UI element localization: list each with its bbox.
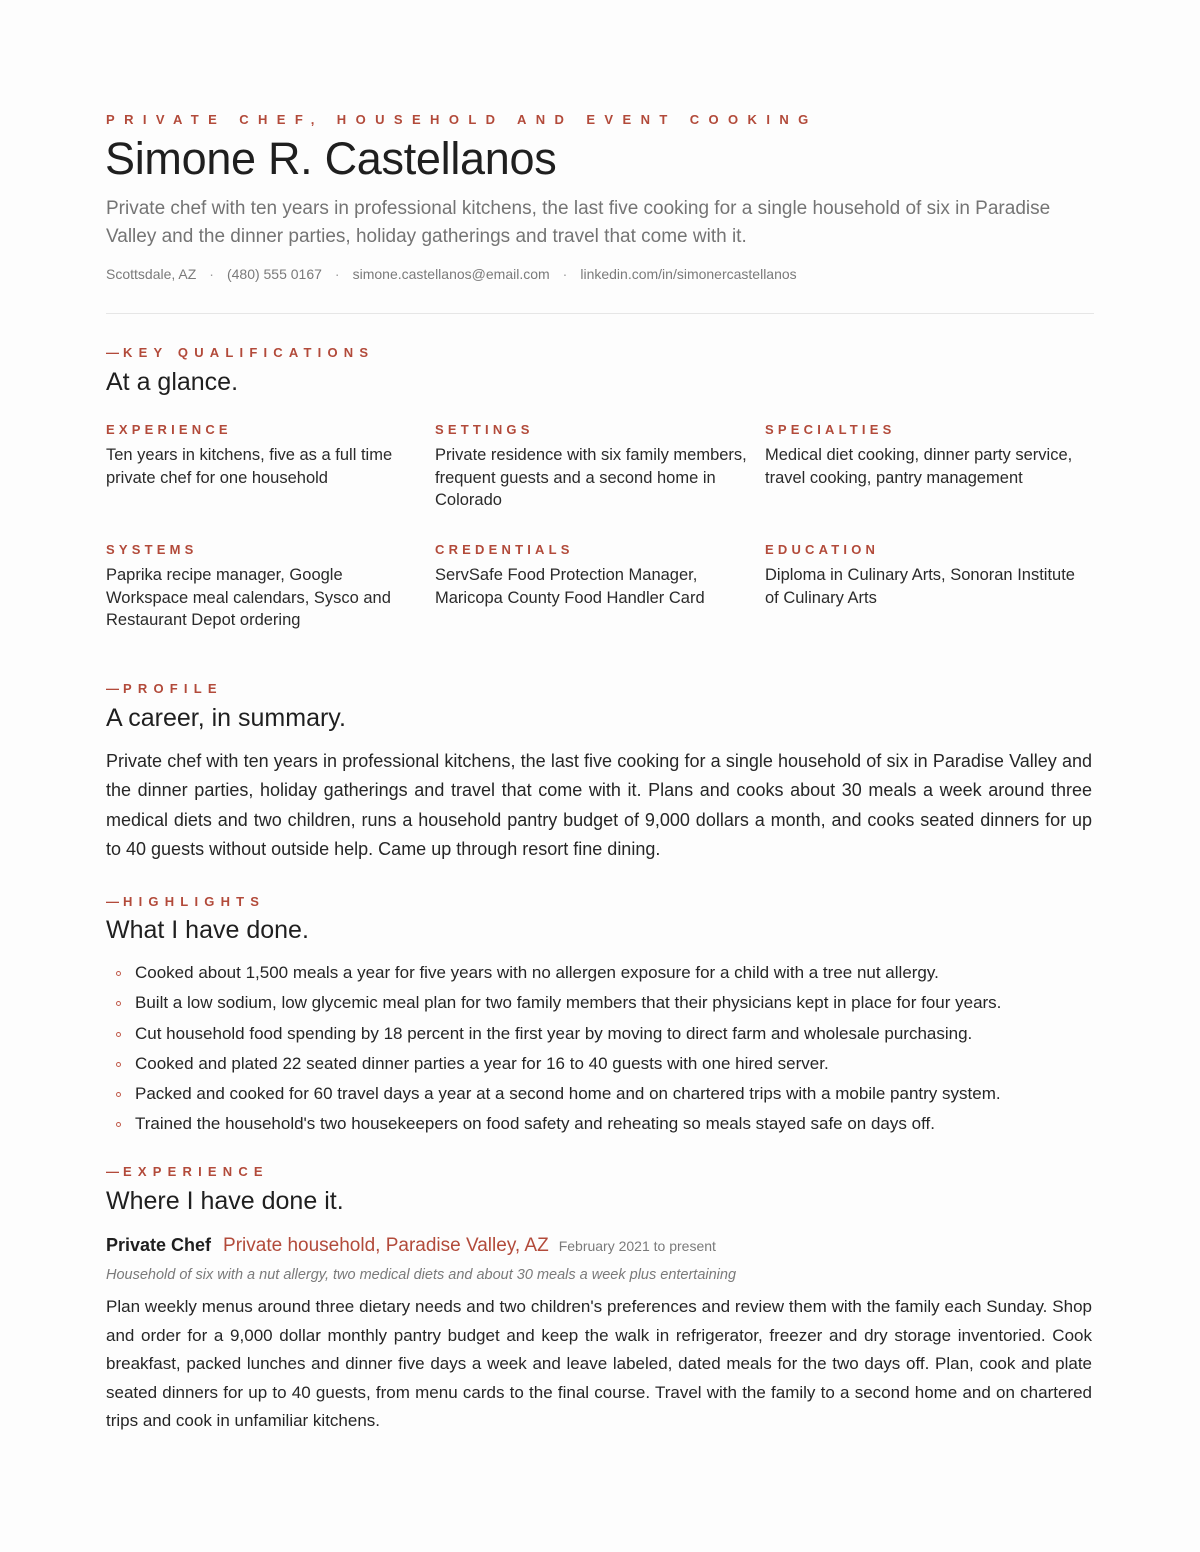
highlights-label-text: HIGHLIGHTS <box>123 894 266 909</box>
list-item <box>106 1079 1096 1109</box>
list-item <box>106 958 1096 988</box>
qualification-text: Paprika recipe manager, Google Workspace meal calendars, Sysco and Restaurant Depot ordering <box>106 566 391 630</box>
qualifications-title: At a glance. <box>106 368 239 396</box>
qualification-text: Ten years in kitchens, five as a full time private chef for one household <box>106 446 393 487</box>
bullet-icon <box>116 1062 121 1067</box>
qualifications-label <box>106 345 374 360</box>
list-item <box>106 1109 1096 1139</box>
highlights-label <box>106 894 265 909</box>
qualification-text: Diploma in Culinary Arts, Sonoran Institute of Culinary Arts <box>765 566 1075 607</box>
qualification-label: EXPERIENCE <box>106 422 232 437</box>
qualifications-label-text: KEY QUALIFICATIONS <box>123 345 375 360</box>
bullet-icon <box>116 971 121 976</box>
list-item <box>106 1019 1096 1049</box>
qualification-text: Private residence with six family members, frequent guests and a second home in Colorado <box>435 446 747 510</box>
highlights-list <box>106 958 1096 1140</box>
job-header <box>106 1235 716 1257</box>
qualification-credentials <box>435 542 755 609</box>
contact-linkedin[interactable]: linkedin.com/in/simonercastellanos <box>580 266 797 282</box>
header-divider <box>106 313 1094 314</box>
profile-title: A career, in summary. <box>106 704 346 732</box>
candidate-name: Simone R. Castellanos <box>105 133 557 184</box>
bullet-icon <box>116 1092 121 1097</box>
qualification-label: SYSTEMS <box>106 542 198 557</box>
job-description: Plan weekly menus around three dietary needs and two children's preferences and review them with the family each Sunday. Shop and order for a 9,000 dollar monthly pantry budget and keep the walk in refrigerator, freezer and dry storage inventoried. Cook breakfast, packed lunches and dinner five days a week and leave labeled, dated meals for the two days off. Plan, cook and plate seated dinners for up to 40 guests, from menu cards to the final course. Travel with the family to a second home and on chartered trips and cook in unfamiliar kitchens. <box>106 1297 1092 1431</box>
job-context: Household of six with a nut allergy, two medical diets and about 30 meals a week plus entertaining <box>106 1267 737 1283</box>
contact-email[interactable]: simone.castellanos@email.com <box>352 266 550 282</box>
contact-location: Scottsdale, AZ <box>106 266 197 282</box>
qualification-label: SETTINGS <box>435 422 534 437</box>
bullet-icon <box>116 1001 121 1006</box>
highlight-text: Trained the household's two housekeepers on food safety and reheating so meals stayed safe on days off. <box>135 1114 935 1134</box>
qualification-label: CREDENTIALS <box>435 542 574 557</box>
section-dash: — <box>106 681 119 696</box>
list-item <box>106 1049 1096 1079</box>
qualification-text: ServSafe Food Protection Manager, Maricopa County Food Handler Card <box>435 566 705 607</box>
header-kicker: PRIVATE CHEF, HOUSEHOLD AND EVENT COOKING <box>106 112 818 127</box>
section-dash: — <box>106 894 119 909</box>
qualification-systems <box>106 542 426 632</box>
profile-label <box>106 681 223 696</box>
qualification-education <box>765 542 1085 609</box>
contact-separator: · <box>562 266 568 282</box>
qualification-text: Medical diet cooking, dinner party service, travel cooking, pantry management <box>765 446 1073 487</box>
profile-label-text: PROFILE <box>123 681 223 696</box>
section-dash: — <box>106 1164 119 1179</box>
qualification-experience <box>106 422 426 489</box>
experience-title: Where I have done it. <box>106 1187 344 1215</box>
header-tagline: Private chef with ten years in professional kitchens, the last five cooking for a single household of six in Paradise Valley and the dinner parties, holiday gatherings and travel that come with it. <box>106 198 1051 247</box>
list-item <box>106 988 1096 1018</box>
contact-separator: · <box>209 266 214 282</box>
bullet-icon <box>116 1122 121 1127</box>
qualification-specialties <box>765 422 1085 489</box>
contact-line <box>106 266 797 282</box>
job-organization: Private household, Paradise Valley, AZ <box>223 1235 549 1256</box>
highlight-text: Cooked about 1,500 meals a year for five years with no allergen exposure for a child with a tree nut allergy. <box>135 963 939 982</box>
bullet-icon <box>116 1032 121 1037</box>
contact-separator: · <box>334 266 340 282</box>
qualification-settings <box>435 422 755 512</box>
highlight-text: Cut household food spending by 18 percent in the first year by moving to direct farm and wholesale purchasing. <box>135 1023 973 1043</box>
experience-label-text: EXPERIENCE <box>123 1164 269 1179</box>
highlight-text: Packed and cooked for 60 travel days a year at a second home and on chartered trips with a mobile pantry system. <box>135 1084 1001 1104</box>
experience-label <box>106 1164 269 1179</box>
highlight-text: Cooked and plated 22 seated dinner parties a year for 16 to 40 guests with one hired server. <box>135 1053 829 1073</box>
contact-phone[interactable]: (480) 555 0167 <box>226 266 322 282</box>
job-title: Private Chef <box>106 1235 212 1255</box>
job-dates: February 2021 to present <box>558 1238 716 1254</box>
qualification-label: EDUCATION <box>765 542 880 557</box>
profile-summary: Private chef with ten years in professional kitchens, the last five cooking for a single household of six in Paradise Valley and the dinner parties, holiday gatherings and travel that come with it. Plans and cooks about 30 meals a week around three medical diets and two children, runs a household pantry budget of 9,000 dollars a month, and cooks seated dinners for up to 40 guests without outside help. Came up through resort fine dining. <box>106 751 1092 860</box>
highlights-title: What I have done. <box>106 916 309 944</box>
highlight-text: Built a low sodium, low glycemic meal plan for two family members that their physicians kept in place for four years. <box>135 993 1002 1013</box>
qualification-label: SPECIALTIES <box>765 422 896 437</box>
section-dash: — <box>106 345 119 360</box>
